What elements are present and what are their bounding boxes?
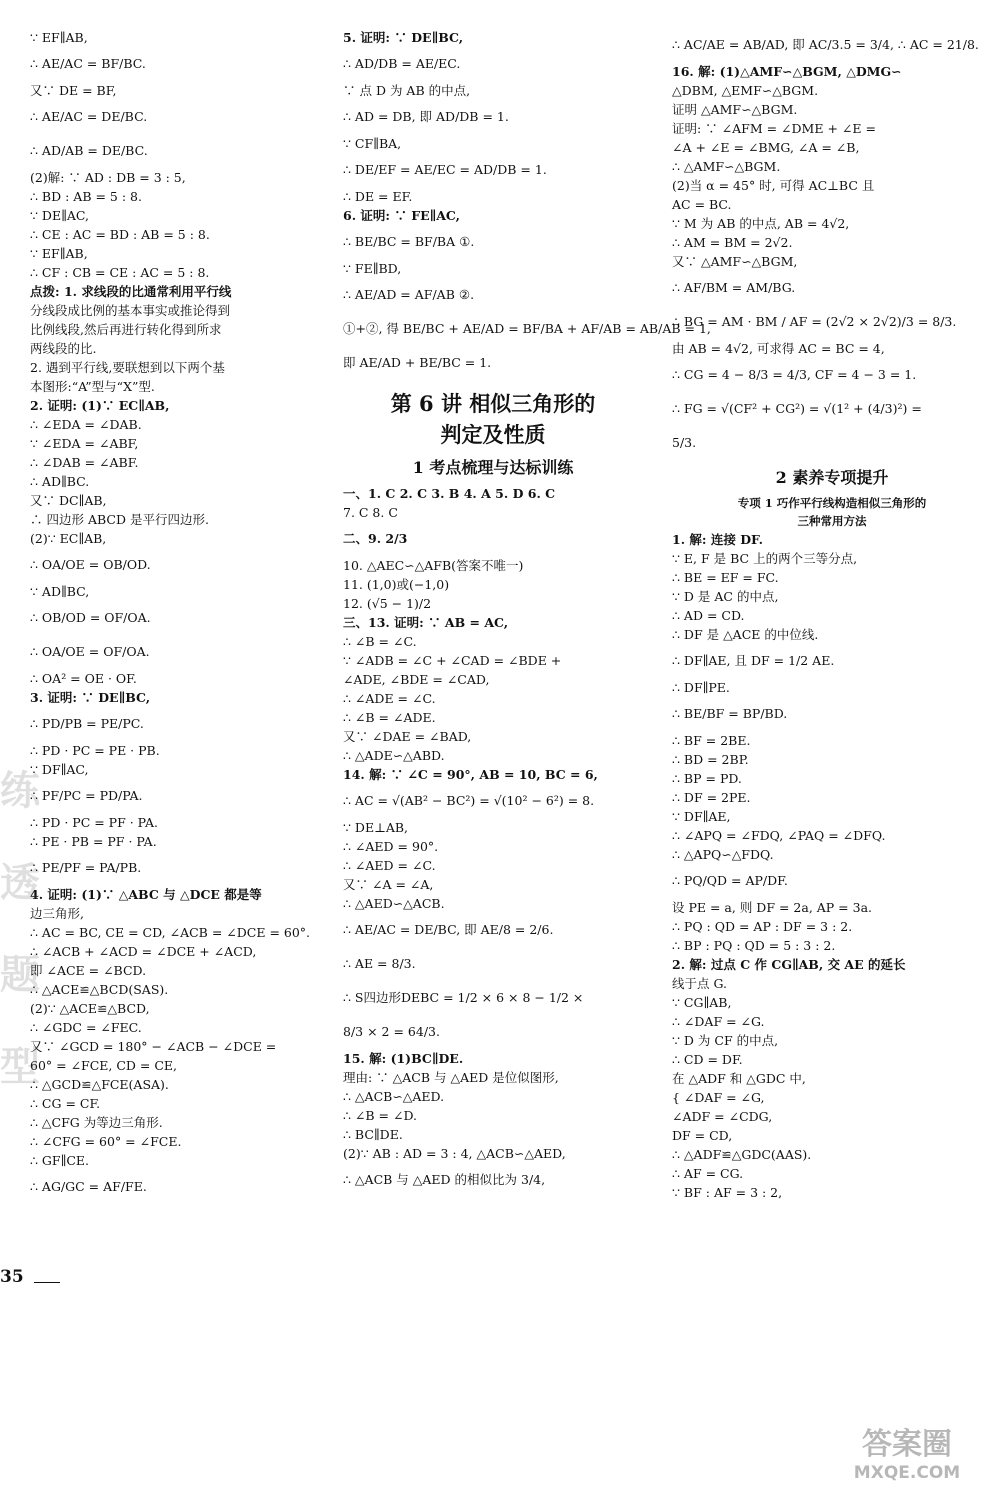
text-line: ∴ AF = CG. [672, 1166, 744, 1181]
text-line: 又∵ ∠A = ∠A, [343, 877, 434, 892]
text-line: 理由: ∵ △ACB 与 △AED 是位似图形, [343, 1070, 559, 1085]
text-line: ∴ △CFG 为等边三角形. [30, 1115, 163, 1130]
text-line: ∵ EF∥AB, [30, 30, 88, 45]
text-line: ∴ ∠B = ∠D. [343, 1108, 418, 1123]
text-line: 本图形:“A”型与“X”型. [30, 379, 155, 394]
text-line: 证明 △AMF∽△BGM. [672, 102, 798, 117]
text-line: 证明: ∵ ∠AFM = ∠DME + ∠E = [672, 121, 876, 136]
watermark-char: 透 [0, 859, 40, 906]
text-line: { ∠DAF = ∠G, [672, 1090, 765, 1105]
text-line: ∴ CF : CB = CE : AC = 5 : 8. [30, 265, 210, 280]
text-line: 10. △AEC∽△AFB(答案不唯一) [343, 558, 524, 573]
column-left [30, 28, 320, 1204]
text-line: ∴ △AED∽△ACB. [343, 896, 445, 911]
text-line: 三、13. 证明: ∵ AB = AC, [343, 615, 509, 630]
text-line: 8/3 × 2 = 64/3. [343, 1024, 440, 1039]
text-line: ∴ FG = √(CF² + CG²) = √(1² + (4/3)²) = [672, 401, 922, 416]
text-line: ∴ OB/OD = OF/OA. [30, 610, 151, 625]
text-line: ∵ M 为 AB 的中点, AB = 4√2, [672, 216, 850, 231]
text-line: ∴ DF = 2PE. [672, 790, 751, 805]
subsection-title-2: 2 素养专项提升 [775, 468, 889, 487]
section-title [343, 388, 643, 450]
logo-text: 答案圈 [862, 1427, 952, 1462]
text-line: 二、9. 2/3 [343, 531, 408, 546]
text-line: ∴ DE/EF = AE/EC = AD/DB = 1. [343, 162, 547, 177]
text-line: ∵ CG∥AB, [672, 995, 732, 1010]
logo-graphic [824, 1420, 990, 1484]
text-line: ∴ CE : AC = BD : AB = 5 : 8. [30, 227, 210, 242]
text-line: ∴ PE · PB = PF · PA. [30, 834, 157, 849]
text-line: ∵ E, F 是 BC 上的两个三等分点, [672, 551, 858, 566]
text-line: ∴ △ACB 与 △AED 的相似比为 3/4, [343, 1172, 546, 1187]
text-line: 两线段的比. [30, 341, 97, 356]
text-line: ∴ PE/PF = PA/PB. [30, 860, 142, 875]
watermark-char: 型 [0, 1043, 40, 1090]
text-line: ∴ BE/BC = BF/BA ①. [343, 234, 475, 249]
text-line: 由 AB = 4√2, 可求得 AC = BC = 4, [672, 341, 885, 356]
page-number: 35 [0, 1267, 24, 1287]
text-line: ∴ AF/BM = AM/BG. [672, 280, 796, 295]
text-line: DF = CD, [672, 1128, 733, 1143]
text-line: ∴ AE/AC = DE/BC. [30, 109, 148, 124]
text-line: 5. 证明: ∵ DE∥BC, [343, 30, 464, 45]
text-line: ∵ DE∥AC, [30, 208, 89, 223]
watermark-char: 练 [0, 767, 40, 814]
text-line: ∴ BD = 2BP. [672, 752, 749, 767]
text-line: ∴ △GCD≌△FCE(ASA). [30, 1077, 169, 1092]
solution-16 [672, 28, 992, 460]
text-line: ∴ ∠AED = 90°. [343, 839, 439, 854]
text-line: ∴ ∠GDC = ∠FEC. [30, 1020, 142, 1035]
text-line: ∴ △AMF∽△BGM. [672, 159, 781, 174]
text-line: 15. 解: (1)BC∥DE. [343, 1051, 464, 1066]
section-title-line-2: 判定及性质 [440, 422, 546, 447]
text-line: ∴ AG/GC = AF/FE. [30, 1179, 147, 1194]
text-line: ∴ ∠B = ∠ADE. [343, 710, 436, 725]
text-line: ∴ BP = PD. [672, 771, 742, 786]
text-line: (2)解: ∵ AD : DB = 3 : 5, [30, 170, 186, 185]
text-line: ∴ DF∥AE, 且 DF = 1/2 AE. [672, 653, 835, 668]
text-line: ∠A + ∠E = ∠BMG, ∠A = ∠B, [672, 140, 860, 155]
text-line: 又∵ DE = BF, [30, 83, 117, 98]
text-line: ∵ 点 D 为 AB 的中点, [343, 83, 471, 98]
text-line: ∵ EF∥AB, [30, 246, 88, 261]
text-line: △DBM, △EMF∽△BGM. [672, 83, 819, 98]
text-line: ∴ AC/AE = AB/AD, 即 AC/3.5 = 3/4, ∴ AC = 21/8. [672, 37, 979, 52]
text-line: 又∵ DC∥AB, [30, 493, 107, 508]
special-topic-title-line-2: 三种常用方法 [797, 514, 867, 528]
exercise-answers [343, 484, 643, 1197]
text-line: 16. 解: (1)△AMF∽△BGM, △DMG∽ [672, 64, 902, 79]
special-topic-title-line-1: 专项 1 巧作平行线构造相似三角形的 [737, 496, 927, 510]
text-line: ∴ ∠AED = ∠C. [343, 858, 436, 873]
text-line: 12. (√5 − 1)/2 [343, 596, 432, 611]
text-line: ∴ AD∥BC. [30, 474, 90, 489]
text-line: ∴ BE/BF = BP/BD. [672, 706, 788, 721]
watermark-char: 题 [0, 951, 40, 998]
text-line: ∴ AE/AC = BF/BC. [30, 56, 146, 71]
text-line: 3. 证明: ∵ DE∥BC, [30, 690, 151, 705]
text-line: ∴ PQ/QD = AP/DF. [672, 873, 788, 888]
text-line: ∵ DE⊥AB, [343, 820, 409, 835]
text-line: ∴ BC∥DE. [343, 1127, 403, 1142]
text-line: 4. 证明: (1)∵ △ABC 与 △DCE 都是等 [30, 887, 262, 902]
text-line: 分线段成比例的基本事实或推论得到 [30, 303, 231, 318]
text-line: 2. 证明: (1)∵ EC∥AB, [30, 398, 170, 413]
text-line: 在 △ADF 和 △GDC 中, [672, 1071, 806, 1086]
text-line: ∴ BF = 2BE. [672, 733, 751, 748]
text-line: 点拨: 1. 求线段的比通常利用平行线 [30, 284, 232, 299]
text-line: ∴ AD/AB = DE/BC. [30, 143, 148, 158]
text-line: ∴ PD · PC = PF · PA. [30, 815, 158, 830]
text-line: ∴ BD : AB = 5 : 8. [30, 189, 142, 204]
text-line: ∴ AE/AC = DE/BC, 即 AE/8 = 2/6. [343, 922, 554, 937]
text-line: ∴ AM = BM = 2√2. [672, 235, 793, 250]
special-topic-solutions [672, 530, 992, 1202]
text-line: ∵ ∠ADB = ∠C + ∠CAD = ∠BDE + [343, 653, 562, 668]
text-line: ∴ BE = EF = FC. [672, 570, 779, 585]
text-line: ∴ △ADF≌△GDC(AAS). [672, 1147, 812, 1162]
text-line: ∴ ∠ACB + ∠ACD = ∠DCE + ∠ACD, [30, 944, 257, 959]
side-watermark [0, 745, 44, 1275]
logo-url: MXQE.COM [853, 1463, 961, 1483]
text-line: 又∵ ∠DAE = ∠BAD, [343, 729, 472, 744]
subsection-title-1: 1 考点梳理与达标训练 [412, 458, 574, 477]
text-line: ∴ △APQ∽△FDQ. [672, 847, 774, 862]
text-line: ∴ CG = 4 − 8/3 = 4/3, CF = 4 − 3 = 1. [672, 367, 917, 382]
text-line: ∴ DF 是 △ACE 的中位线. [672, 627, 819, 642]
text-line: 边三角形, [30, 906, 84, 921]
text-line: 6. 证明: ∵ FE∥AC, [343, 208, 461, 223]
text-line: ∴ OA/OE = OB/OD. [30, 557, 151, 572]
text-line: 7. C 8. C [343, 505, 398, 520]
text-line: ∴ S四边形DEBC = 1/2 × 6 × 8 − 1/2 × [343, 990, 584, 1005]
text-line: 11. (1,0)或(−1,0) [343, 577, 450, 592]
text-line: 2. 遇到平行线,要联想到以下两个基 [30, 360, 225, 375]
text-line: ∴ PQ : QD = AP : DF = 3 : 2. [672, 919, 853, 934]
text-line: ∵ CF∥BA, [343, 136, 402, 151]
text-line: ∴ DF∥PE. [672, 680, 730, 695]
section-title-line-1: 第 6 讲 相似三角形的 [390, 391, 596, 416]
text-line: ∴ OA² = OE · OF. [30, 671, 137, 686]
text-line: ∴ AC = BC, CE = CD, ∠ACB = ∠DCE = 60°. [30, 925, 311, 940]
column-right [672, 28, 992, 1202]
text-line: ∵ BF : AF = 3 : 2, [672, 1185, 783, 1200]
text-line: 设 PE = a, 则 DF = 2a, AP = 3a. [672, 900, 873, 915]
text-line: 比例线段,然后再进行转化得到所求 [30, 322, 222, 337]
text-line: ∴ 四边形 ABCD 是平行四边形. [30, 512, 209, 527]
text-line: 即 AE/AD + BE/BC = 1. [343, 355, 492, 370]
text-line: ∵ ∠EDA = ∠ABF, [30, 436, 139, 451]
text-line: ∴ ∠DAB = ∠ABF. [30, 455, 139, 470]
text-line: ∴ △ACE≌△BCD(SAS). [30, 982, 169, 997]
text-line: ∴ △ADE∽△ABD. [343, 748, 445, 763]
text-line: ∵ D 为 CF 的中点, [672, 1033, 779, 1048]
text-line: 线于点 G. [672, 976, 727, 991]
text-line: 又∵ △AMF∽△BGM, [672, 254, 798, 269]
text-line: 一、1. C 2. C 3. B 4. A 5. D 6. C [343, 486, 556, 501]
special-topic-title [672, 494, 992, 530]
text-line: ∴ AC = √(AB² − BC²) = √(10² − 6²) = 8. [343, 793, 595, 808]
text-line: 5/3. [672, 435, 697, 450]
text-line: ∴ AE/AD = AF/AB ②. [343, 287, 475, 302]
text-line: ∴ AD/DB = AE/EC. [343, 56, 461, 71]
text-line: 即 ∠ACE = ∠BCD. [30, 963, 147, 978]
text-line: ∴ DE = EF. [343, 189, 413, 204]
site-logo [824, 1420, 990, 1484]
text-line: ∵ DF∥AE, [672, 809, 731, 824]
text-line: 60° = ∠FCE, CD = CE, [30, 1058, 178, 1073]
text-line: (2)∵ AB : AD = 3 : 4, △ACB∽△AED, [343, 1146, 566, 1161]
text-line: ①+②, 得 BE/BC + AE/AD = BF/BA + AF/AB = AB/AB = 1, [343, 321, 711, 336]
text-line: ∴ ∠ADE = ∠C. [343, 691, 436, 706]
text-line: ∵ FE∥BD, [343, 261, 402, 276]
text-line: ∴ BG = AM · BM / AF = (2√2 × 2√2)/3 = 8/3. [672, 314, 957, 329]
text-line: ∴ ∠B = ∠C. [343, 634, 417, 649]
text-line: 又∵ ∠GCD = 180° − ∠ACB − ∠DCE = [30, 1039, 277, 1054]
text-line: ∴ ∠DAF = ∠G. [672, 1014, 765, 1029]
text-line: ∴ AD = CD. [672, 608, 745, 623]
text-line: ∴ PD · PC = PE · PB. [30, 743, 160, 758]
text-line: ∴ CD = DF. [672, 1052, 743, 1067]
text-line: AC = BC. [672, 197, 732, 212]
text-line: ∴ ∠EDA = ∠DAB. [30, 417, 142, 432]
text-line: (2)∵ △ACE≌△BCD, [30, 1001, 150, 1016]
text-line: ∴ OA/OE = OF/OA. [30, 644, 150, 659]
text-line: ∴ AE = 8/3. [343, 956, 416, 971]
text-line: ∠ADE, ∠BDE = ∠CAD, [343, 672, 490, 687]
text-line: ∴ BP : PQ : QD = 5 : 3 : 2. [672, 938, 836, 953]
text-line: 2. 解: 过点 C 作 CG∥AB, 交 AE 的延长 [672, 957, 906, 972]
text-line: ∴ PD/PB = PE/PC. [30, 716, 144, 731]
text-line: ∴ △ACB∽△AED. [343, 1089, 445, 1104]
text-line: ∴ ∠APQ = ∠FDQ, ∠PAQ = ∠DFQ. [672, 828, 886, 843]
text-line: 14. 解: ∵ ∠C = 90°, AB = 10, BC = 6, [343, 767, 598, 782]
text-line: ∴ ∠CFG = 60° = ∠FCE. [30, 1134, 182, 1149]
text-line: (2)∵ EC∥AB, [30, 531, 107, 546]
text-line: (2)当 α = 45° 时, 可得 AC⊥BC 且 [672, 178, 875, 193]
text-line: ∵ D 是 AC 的中点, [672, 589, 779, 604]
text-line: 1. 解: 连接 DF. [672, 532, 764, 547]
text-line: ∴ CG = CF. [30, 1096, 101, 1111]
text-line: ∠ADF = ∠CDG, [672, 1109, 773, 1124]
text-line: ∵ AD∥BC, [30, 584, 90, 599]
text-line: ∵ DF∥AC, [30, 762, 89, 777]
page-number-rule [34, 1282, 60, 1283]
text-line: ∴ GF∥CE. [30, 1153, 90, 1168]
text-line: ∴ PF/PC = PD/PA. [30, 788, 143, 803]
text-line: ∴ AD = DB, 即 AD/DB = 1. [343, 109, 509, 124]
